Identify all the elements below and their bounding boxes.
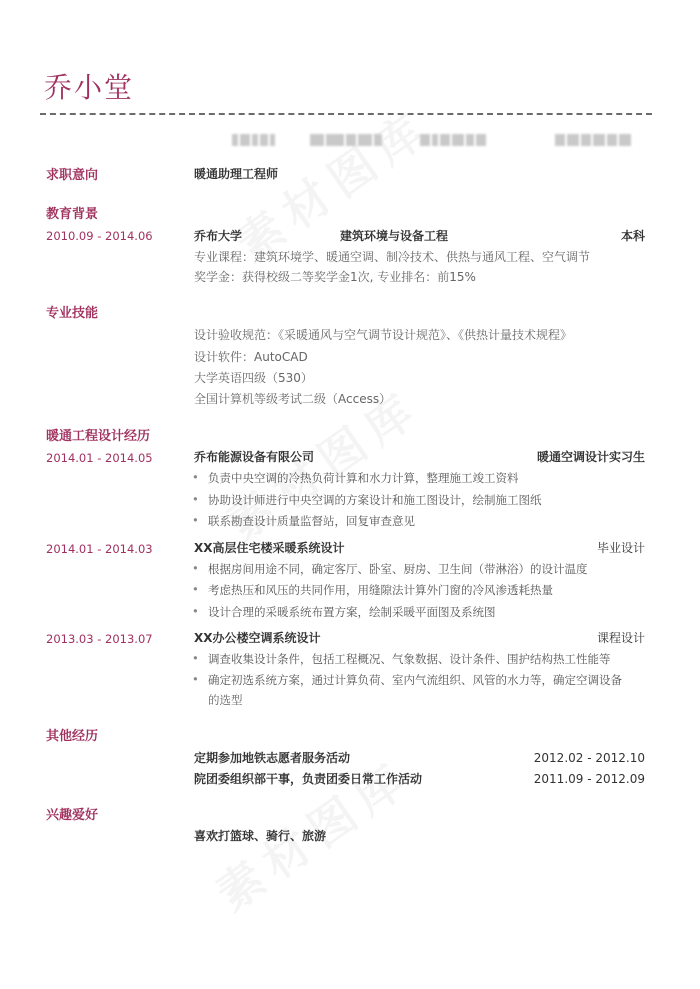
education-school: 乔布大学 [194, 229, 243, 243]
section-title-objective: 求职意向 [46, 168, 99, 183]
experience-item: • 调查收集设计条件，包括工程概况、气象数据、设计条件、围护结构热工性能等 [194, 651, 611, 667]
watermark [221, 92, 442, 275]
education-courses: 专业课程：建筑环境学、暖通空调、制冷技术、供热与通风工程、空气调节 [194, 250, 591, 264]
hobby-text: 喜欢打篮球、骑行、旅游 [194, 829, 327, 843]
header-divider [40, 113, 652, 115]
contact-info-blurred [555, 134, 633, 146]
education-awards: 奖学金：获得校级二等奖学金1次, 专业排名：前15% [194, 270, 476, 284]
other-item: 院团委组织部干事，负责团委日常工作活动 [194, 772, 423, 786]
candidate-name: 乔小堂 [44, 71, 135, 104]
experience-org: 乔布能源设备有限公司 [194, 450, 315, 464]
experience-item: • 确定初选系统方案，通过计算负荷、室内气流组织、风管的水力等，确定空调设备 [194, 672, 622, 688]
other-date: 2012.02 - 2012.10 [533, 751, 645, 765]
experience-org: XX办公楼空调系统设计 [194, 631, 321, 645]
experience-date: 2013.03 - 2013.07 [46, 632, 153, 646]
contact-info-blurred [310, 134, 384, 146]
experience-org: XX高层住宅楼采暖系统设计 [194, 541, 345, 555]
education-date: 2010.09 - 2014.06 [46, 229, 153, 243]
experience-item: • 负责中央空调的冷热负荷计算和水力计算，整理施工竣工资料 [194, 470, 519, 486]
education-major: 建筑环境与设备工程 [340, 229, 449, 243]
experience-item: • 协助设计师进行中央空调的方案设计和施工图设计，绘制施工图纸 [194, 492, 542, 508]
experience-date: 2014.01 - 2014.05 [46, 451, 153, 465]
experience-item: • 联系勘查设计质量监督站，回复审查意见 [194, 513, 415, 529]
objective-position: 暖通助理工程师 [194, 167, 279, 181]
section-title-hobby: 兴趣爱好 [46, 808, 99, 823]
experience-role: 课程设计 [596, 631, 645, 645]
skill-item: 大学英语四级（530） [194, 371, 313, 385]
other-date: 2011.09 - 2012.09 [533, 772, 645, 786]
contact-info-blurred [420, 134, 488, 146]
experience-item: • 考虑热压和风压的共同作用，用缝隙法计算外门窗的冷风渗透耗热量 [194, 582, 553, 598]
experience-item: • 设计合理的采暖系统布置方案，绘制采暖平面图及系统图 [194, 604, 496, 620]
section-title-experience: 暖通工程设计经历 [46, 429, 151, 444]
experience-item: • 根据房间用途不同，确定客厅、卧室、厨房、卫生间（带淋浴）的设计温度 [194, 561, 588, 577]
section-title-other: 其他经历 [46, 729, 99, 744]
skill-item: 全国计算机等级考试二级（Access） [194, 392, 392, 406]
experience-role: 毕业设计 [596, 541, 645, 555]
contact-info-blurred [232, 134, 277, 146]
education-degree: 本科 [620, 229, 645, 243]
skill-item: 设计验收规范：《采暖通风与空气调节设计规范》、《供热计量技术规程》 [194, 328, 573, 342]
experience-item-continuation: 的选型 [208, 693, 243, 707]
experience-role: 暖通空调设计实习生 [536, 450, 645, 464]
section-title-skills: 专业技能 [46, 306, 99, 321]
other-item: 定期参加地铁志愿者服务活动 [194, 751, 351, 765]
skill-item: 设计软件：AutoCAD [194, 350, 308, 364]
experience-date: 2014.01 - 2014.03 [46, 542, 153, 556]
section-title-education: 教育背景 [46, 207, 99, 222]
